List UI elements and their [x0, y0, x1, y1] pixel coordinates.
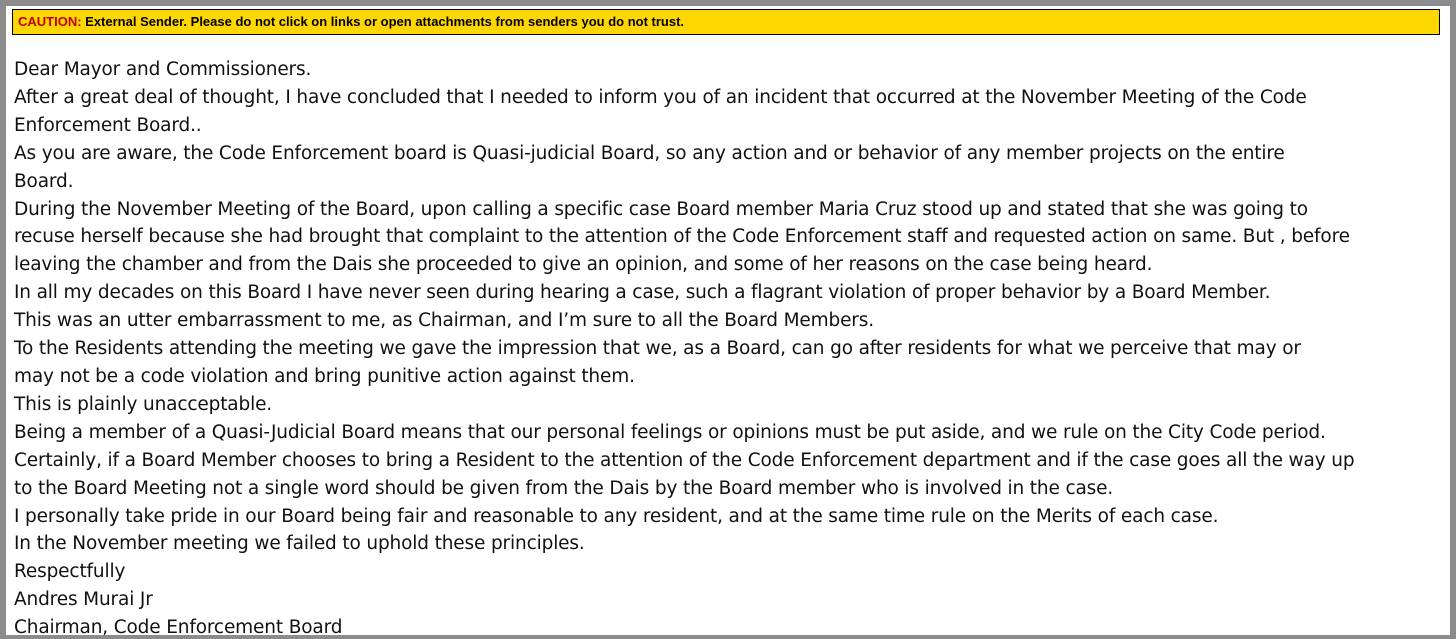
- letter-line: As you are aware, the Code Enforcement board is Quasi-judicial Board, so any action and or behavior of any member projects on the entire: [14, 142, 1285, 164]
- letter-line: During the November Meeting of the Board, upon calling a specific case Board member Maria Cruz stood up and stated that she was going to: [14, 198, 1308, 220]
- salutation: Dear Mayor and Commissioners.: [14, 59, 312, 80]
- letter-line: leaving the chamber and from the Dais she proceeded to give an opinion, and some of her reasons on the case being heard.: [14, 254, 1153, 276]
- letter-line: recuse herself because she had brought that complaint to the attention of the Code Enforcement staff and requested action on same. But , before: [14, 226, 1350, 248]
- closing: Respectfully: [14, 561, 126, 583]
- caution-label: CAUTION:: [18, 14, 82, 29]
- letter-line: I personally take pride in our Board being fair and reasonable to any resident, and at the same time rule on the Merits of each case.: [14, 505, 1219, 527]
- letter-line: may not be a code violation and bring punitive action against them.: [14, 365, 635, 387]
- letter-line: This was an utter embarrassment to me, as Chairman, and I’m sure to all the Board Members.: [14, 310, 874, 332]
- letter-line: Enforcement Board..: [14, 114, 202, 136]
- letter-line: To the Residents attending the meeting we gave the impression that we, as a Board, can go after residents for what we perceive that may or: [14, 338, 1301, 360]
- signature-title: Chairman, Code Enforcement Board: [14, 617, 343, 639]
- letter-line: Certainly, if a Board Member chooses to bring a Resident to the attention of the Code Enforcement department and if the case goes all the way up: [14, 449, 1355, 471]
- signature-name: Andres Murai Jr: [14, 589, 153, 611]
- caution-message: External Sender. Please do not click on links or open attachments from senders you do not trust.: [81, 14, 685, 29]
- letter-line: to the Board Meeting not a single word should be given from the Dais by the Board member who is involved in the case.: [14, 477, 1114, 499]
- letter-line: Board.: [14, 170, 74, 192]
- external-sender-warning-banner: [12, 9, 1440, 35]
- letter-line: In the November meeting we failed to uphold these principles.: [14, 533, 585, 555]
- letter-body: [14, 56, 1434, 639]
- letter-line: After a great deal of thought, I have concluded that I needed to inform you of an incident that occurred at the November Meeting of the Code: [14, 86, 1307, 108]
- letter-line: This is plainly unacceptable.: [14, 393, 273, 415]
- letter-line: Being a member of a Quasi-Judicial Board means that our personal feelings or opinions must be put aside, and we rule on the City Code period.: [14, 421, 1326, 443]
- letter-line: In all my decades on this Board I have never seen during hearing a case, such a flagrant violation of proper behavior by a Board Member.: [14, 282, 1271, 304]
